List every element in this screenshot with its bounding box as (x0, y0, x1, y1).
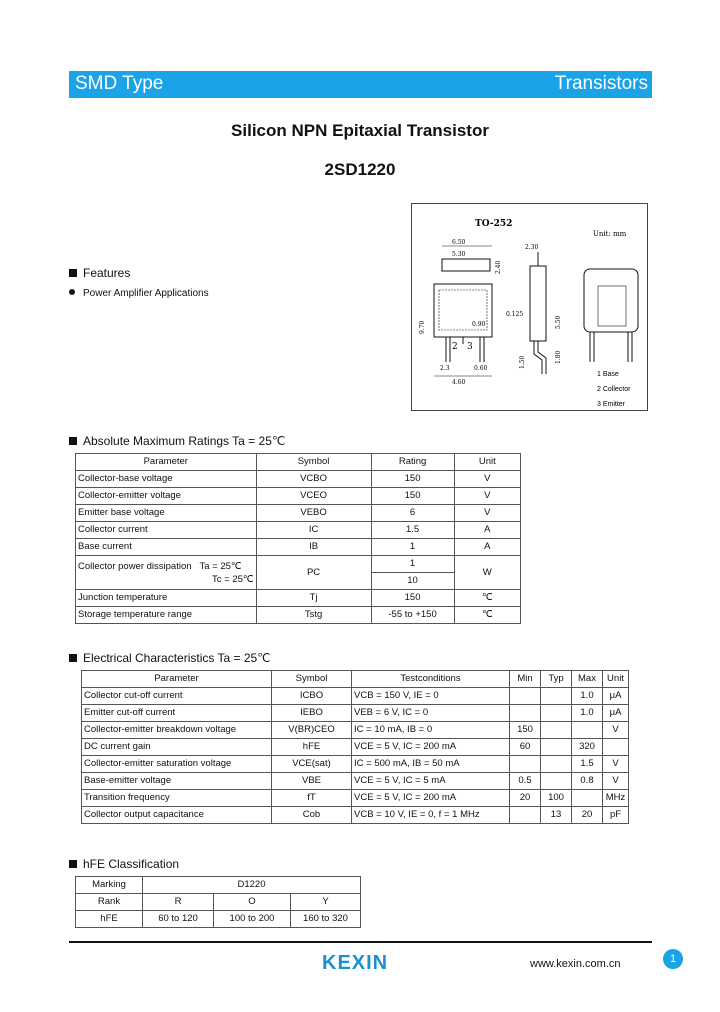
table-cell: Base-emitter voltage (82, 773, 272, 790)
table-cell: 1.5 (572, 756, 603, 773)
table-cell: V (603, 722, 629, 739)
table-cell: Symbol (272, 671, 352, 688)
dim-label: 2.3 (440, 365, 450, 372)
table-cell: VCE = 5 V, IC = 200 mA (352, 790, 510, 807)
table-cell: Cob (272, 807, 352, 824)
website-url[interactable]: www.kexin.com.cn (530, 958, 621, 970)
header-right-label: Transistors (554, 73, 648, 94)
dim-label: 0.125 (506, 311, 524, 318)
table-cell: 0.8 (572, 773, 603, 790)
table-cell: μA (603, 705, 629, 722)
table-row (82, 705, 629, 722)
table-cell (603, 739, 629, 756)
table-cell: 1.5 (371, 522, 454, 539)
table-cell: V (454, 488, 520, 505)
dim-label: 6.50 (452, 239, 466, 246)
hfe-table (75, 876, 361, 928)
table-cell: Parameter (82, 671, 272, 688)
table-cell: Collector-emitter voltage (76, 488, 257, 505)
table-cell: Collector cut-off current (82, 688, 272, 705)
table-cell: Marking (76, 877, 143, 894)
table-cell: hFE (272, 739, 352, 756)
table-cell: 150 (371, 488, 454, 505)
table-cell: V (603, 756, 629, 773)
dim-label: 0.60 (474, 365, 488, 372)
table-cell: PC (256, 556, 371, 590)
dim-label: 4.60 (452, 379, 466, 386)
table-cell: ICBO (272, 688, 352, 705)
table-row (76, 488, 521, 505)
header-left-label: SMD Type (75, 73, 164, 94)
abs-max-table (75, 453, 521, 624)
table-cell: Collector-emitter breakdown voltage (82, 722, 272, 739)
table-cell: Symbol (256, 454, 371, 471)
table-cell: DC current gain (82, 739, 272, 756)
table-cell: A (454, 539, 520, 556)
company-logo: KEXIN (322, 952, 389, 974)
table-cell: Base current (76, 539, 257, 556)
table-cell: -55 to +150 (371, 607, 454, 624)
table-row (76, 539, 521, 556)
table-row (76, 505, 521, 522)
table-cell (541, 773, 572, 790)
pin-label-base: 1 Base (597, 371, 619, 378)
table-cell: pF (603, 807, 629, 824)
table-cell (510, 688, 541, 705)
dim-label: 5.50 (555, 315, 562, 329)
page-number: 1 (663, 949, 683, 969)
table-cell (510, 705, 541, 722)
dim-label: 2.30 (525, 244, 539, 251)
square-bullet-icon (69, 437, 77, 445)
table-cell: VCE(sat) (272, 756, 352, 773)
table-cell: 0.5 (510, 773, 541, 790)
table-cell: D1220 (143, 877, 361, 894)
pin-number-3: 3 (467, 342, 473, 352)
package-drawing (411, 203, 648, 411)
table-cell: μA (603, 688, 629, 705)
table-cell (572, 722, 603, 739)
table-cell (510, 807, 541, 824)
table-row (82, 756, 629, 773)
dim-label: 5.30 (452, 251, 466, 258)
table-cell: Max (572, 671, 603, 688)
table-cell: 20 (572, 807, 603, 824)
table-row (76, 894, 361, 911)
table-row (76, 471, 521, 488)
abs-max-heading: Absolute Maximum Ratings Ta = 25℃ (69, 434, 285, 448)
table-cell: VEB = 6 V, IC = 0 (352, 705, 510, 722)
pd-param-cell: Collector power dissipation Ta = 25℃ Tc = 25℃ (76, 556, 257, 590)
table-cell: Y (291, 894, 361, 911)
table-cell: 13 (541, 807, 572, 824)
table-cell: ℃ (454, 607, 520, 624)
elec-heading: Electrical Characteristics Ta = 25℃ (69, 651, 271, 665)
features-heading: Features (69, 266, 130, 280)
table-cell: 150 (371, 590, 454, 607)
table-cell: W (454, 556, 520, 590)
table-cell: Typ (541, 671, 572, 688)
part-number: 2SD1220 (324, 160, 396, 179)
table-cell: Collector-base voltage (76, 471, 257, 488)
package-outline-diagram (412, 204, 647, 410)
table-cell (541, 705, 572, 722)
table-cell: Collector output capacitance (82, 807, 272, 824)
table-cell: fT (272, 790, 352, 807)
square-bullet-icon (69, 654, 77, 662)
table-cell: Tstg (256, 607, 371, 624)
document-title: Silicon NPN Epitaxial Transistor (231, 121, 489, 140)
table-cell: MHz (603, 790, 629, 807)
header-banner (69, 71, 652, 98)
square-bullet-icon (69, 860, 77, 868)
table-cell: IEBO (272, 705, 352, 722)
table-cell: hFE (76, 911, 143, 928)
bullet-icon (69, 289, 75, 295)
table-row (76, 911, 361, 928)
table-cell: Parameter (76, 454, 257, 471)
table-cell: VCBO (256, 471, 371, 488)
table-row (82, 790, 629, 807)
pin-label-emitter: 3 Emitter (597, 401, 626, 408)
table-cell: V(BR)CEO (272, 722, 352, 739)
table-row (82, 688, 629, 705)
table-cell (541, 739, 572, 756)
table-row (82, 807, 629, 824)
table-cell: 150 (510, 722, 541, 739)
table-row (82, 739, 629, 756)
table-cell: Junction temperature (76, 590, 257, 607)
table-cell: O (214, 894, 291, 911)
table-cell: 160 to 320 (291, 911, 361, 928)
table-cell: Unit (603, 671, 629, 688)
table-cell: VCB = 150 V, IE = 0 (352, 688, 510, 705)
table-cell: VCE = 5 V, IC = 200 mA (352, 739, 510, 756)
dim-label: 9.70 (419, 320, 426, 334)
unit-label: Unit: mm (593, 230, 627, 238)
table-cell: Emitter cut-off current (82, 705, 272, 722)
pin-label-collector: 2 Collector (597, 386, 631, 393)
table-cell: VCE = 5 V, IC = 5 mA (352, 773, 510, 790)
dim-label: 1.80 (555, 350, 562, 364)
table-cell (510, 756, 541, 773)
table-cell: V (454, 505, 520, 522)
table-cell: R (143, 894, 214, 911)
table-cell: Transition frequency (82, 790, 272, 807)
table-cell: 20 (510, 790, 541, 807)
dim-label: 0.90 (472, 321, 486, 328)
table-cell: 1.0 (572, 688, 603, 705)
table-cell (572, 790, 603, 807)
table-row (82, 722, 629, 739)
dim-label: 1.50 (519, 355, 526, 369)
table-cell: 150 (371, 471, 454, 488)
table-row (76, 522, 521, 539)
table-cell (541, 756, 572, 773)
table-row (76, 877, 361, 894)
table-cell: 100 to 200 (214, 911, 291, 928)
table-cell (541, 688, 572, 705)
table-cell: VBE (272, 773, 352, 790)
table-header-row (82, 671, 629, 688)
table-cell: 100 (541, 790, 572, 807)
footer-divider (69, 941, 652, 943)
table-row (76, 607, 521, 624)
table-cell: 10 (371, 573, 454, 590)
table-cell: V (454, 471, 520, 488)
table-cell: Unit (454, 454, 520, 471)
table-cell: A (454, 522, 520, 539)
table-cell: IC (256, 522, 371, 539)
pin-number-2: 2 (452, 342, 458, 352)
table-cell: Tj (256, 590, 371, 607)
table-cell: 1 (371, 556, 454, 573)
table-cell: ℃ (454, 590, 520, 607)
table-cell: 6 (371, 505, 454, 522)
table-cell: 60 (510, 739, 541, 756)
table-row (82, 773, 629, 790)
table-cell: VEBO (256, 505, 371, 522)
table-cell: 320 (572, 739, 603, 756)
table-cell: IC = 10 mA, IB = 0 (352, 722, 510, 739)
table-cell: IC = 500 mA, IB = 50 mA (352, 756, 510, 773)
table-cell: IB (256, 539, 371, 556)
table-cell: 1 (371, 539, 454, 556)
hfe-heading: hFE Classification (69, 857, 179, 871)
table-cell: V (603, 773, 629, 790)
elec-table (81, 670, 629, 824)
table-cell: Storage temperature range (76, 607, 257, 624)
table-cell: Collector current (76, 522, 257, 539)
table-cell: 60 to 120 (143, 911, 214, 928)
table-row (76, 556, 521, 573)
table-cell: 1.0 (572, 705, 603, 722)
feature-item: Power Amplifier Applications (69, 288, 209, 299)
square-bullet-icon (69, 269, 77, 277)
table-cell: Testconditions (352, 671, 510, 688)
table-cell: VCB = 10 V, IE = 0, f = 1 MHz (352, 807, 510, 824)
dim-label: 2.40 (495, 260, 502, 274)
table-row (76, 590, 521, 607)
table-cell: Emitter base voltage (76, 505, 257, 522)
table-cell (541, 722, 572, 739)
table-cell: Min (510, 671, 541, 688)
table-cell: VCEO (256, 488, 371, 505)
table-header-row (76, 454, 521, 471)
package-name: TO-252 (475, 219, 513, 229)
table-cell: Rating (371, 454, 454, 471)
table-cell: Rank (76, 894, 143, 911)
table-cell: Collector-emitter saturation voltage (82, 756, 272, 773)
